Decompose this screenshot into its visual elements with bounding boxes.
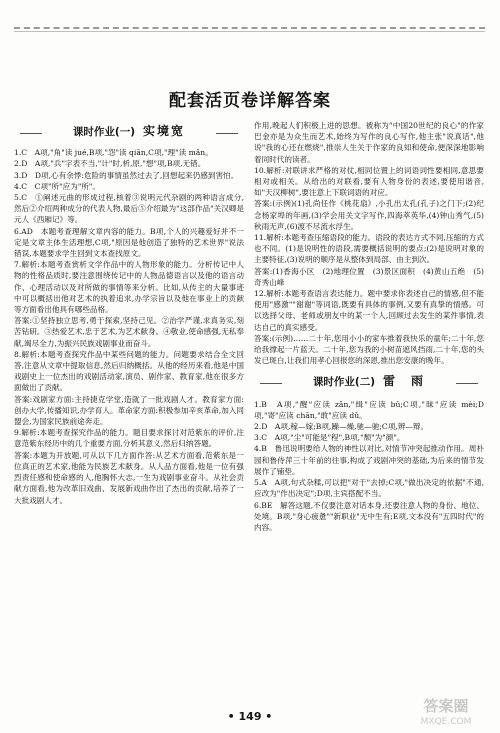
answer-paragraph: 4.C C项"所"应为"所"。: [14, 181, 100, 191]
answer-paragraph: 7.解析:本题考查赏析文学作品中的人物形象的能力。分析传记中人物的性格品质时,要注意围绕传记中的人物品德语言以及他的语言动作、心理活动以及对所做的事情等来分析。比如,从传主的大量事迹中可以概括出他对艺术的执着追求,办学宗旨以及他在事业上的贡献等方面看出他具有哪些品格。: [14, 260, 244, 315]
answer-paragraph: 答案:戏剧家方面:主持捷克学堂,造就了一批戏剧人才。教育家方面:创办大学,传播知识,办学育人。革命家方面:积极参加辛亥革命,加入同盟会,为国家民族前途奔走。: [14, 394, 245, 427]
section-topic: 实境宽: [143, 124, 186, 138]
answer-paragraph: 答案:本题为开放题,可从以下几方面作答:从艺术方面看,范紫东是一位真正的艺术家,他能为民族艺术献身。从人品方面看,他是一位有强烈责任感和使命感的人,他胸怀大志,一生为戏剧事业奋斗。从社会贡献方面看,他为改革旧戏曲、发展新戏曲作出了杰出的贡献,培养了一大批戏剧人才。: [14, 450, 244, 505]
section-heading-2: [254, 376, 484, 388]
heading-rule-left: [260, 383, 282, 384]
heading-rule-left: [20, 133, 42, 134]
answer-paragraph: 6.AD 本题考查理解文章内容的能力。B项,个人的兴趣爱好并不一定是文章主体生活理想,C项,"原因是他创造了独特的艺术世界"说法错误,本题要求学生回到文本查找原文。: [14, 226, 244, 259]
answer-paragraph: 1.B A项,"醒"应读 zǎn,"缉"应读 bǔ;C项,"昧"应读 mèi;D项,"寄"应读 chān,"敢"应读 dǔ。: [254, 399, 484, 420]
section-name: 课时作业(二): [312, 376, 376, 389]
section-topic: 雷 雨: [383, 374, 426, 389]
answer-paragraph: 5.C ①阐述元曲的形成过程,核着③说明元代杂剧的两种语言成分,然后②介绍两种成分的代表人物,最后⑤介绍最为"这部作品"关汉卿是元人《西厢记》等。: [14, 193, 244, 225]
section-heading-1: [14, 126, 244, 138]
heading-rule-right: [216, 133, 238, 134]
answer-paragraph: 11.解析:本题考查压缩语段的能力。语段的表达方式不同,压缩的方式也不同。(1)是说明性的语段,需要概括说明的要点;(2)是说明对象的主要特征,(3)说明的顺序是从整体到局部、由主到次。: [254, 233, 484, 265]
page-number: • 149 •: [227, 710, 273, 723]
answer-paragraph: 2.D A项,"兵"字表不当,"计"时,析,原,"想"项,B项,无错。: [14, 159, 206, 169]
page-title: 配套活页卷详解答案: [169, 91, 331, 111]
answer-paragraph: 答案:(示例)(1)孔尚任作《桃花扇》,小孔出太孔(孔子)之门下;(2)纪念杨家埠的年画,(3)学会用关文字写作,四海萃英华,(4)钟山秀气,(5)秋雨无声,(6)渡不尽流水浮生。: [254, 199, 484, 231]
answer-paragraph: 答案:(1)香海小区 (2)地理位置 (3)景区面积 (4)黄山五绝 (5)奇秀山峰: [254, 266, 484, 287]
answer-paragraph: 3.D D项,心有余悸:危险的事情虽然过去了,回想起来仍感到害怕。: [14, 170, 239, 180]
answer-paragraph: 4.B 鲁迅说明要给人物的神性以对比,对情节冲突起推动作用。周朴园和鲁侍萍三十年前的往事,构成了戏剧冲突的基础,为后来的情节发展作了铺垫。: [254, 444, 484, 476]
answer-paragraph: 答案:(示例)……二十年,您用小小的家车推着我快乐的童年;二十年,您给我撑起一片蓝天。二十年,您为我的小树苗遮风挡雨,二十年,您的头发已斑白,让我们用孝心回报您的深恩,推出您安康的晚年。: [254, 333, 484, 366]
header-rule-thin: [14, 31, 485, 32]
answer-paragraph: 作用,晚起人们积极上进的思想。被称为"中国20世纪的良心"的作家巴金亦是为众生而艺术,始终为写作的良心写作,他主张"说真话",他说"我的心还在燃烧",推崇人生关于作家的良知和使命,便深深地影响着同时代的读者。: [254, 121, 484, 164]
answer-paragraph: 1.C A项,"角"读 jué,B项,"怨"读 qiān,C项,"理"读 mǎn。: [14, 148, 213, 158]
answer-paragraph: 9.解析:本题考查探究作品的能力。题目要求探讨对范紫东的评价,注意范紫东经历中的几个重要方面,分析其意义,然后归纳答题。: [14, 428, 244, 449]
section-name: 课时作业(一): [72, 126, 136, 138]
left-column: [14, 118, 244, 506]
watermark-line2: MXQE.COM: [420, 717, 472, 727]
right-column: [254, 120, 484, 533]
answer-paragraph: 6.BE 解答这题,不仅要注意对话本身,还要注意人物的身份、地位、处境。B项,"身心疲惫""新职业"无中生有;E项,文本没有"五四时代"的内容。: [254, 500, 484, 532]
header-rule: [14, 27, 485, 29]
answer-paragraph: 5.A A项,句式杂糅,可以把"对于"去掉;C项,"做出决定的依据"不通,应改为"作出决定";D项,主宾搭配不当。: [254, 478, 484, 499]
answer-paragraph: 2.D A项,稼—嫁;B项,躁—燥,驰—驰;C项,辨—辩。: [254, 422, 429, 432]
heading-rule-right: [456, 383, 478, 384]
answer-paragraph: 答案:①坚持独立思考,勇于探索,坚持己见。②治学严谨,求真务实,刻苦钻研。③热爱艺术,忠于艺术,为艺术献身。④敬业,使命感强,无私奉献,竭尽全力,为振兴民族戏剧事业而奋斗。: [14, 316, 244, 348]
answer-paragraph: 10.解析:对联讲求严格的对仗,相同位置上的词语词性要相同,意思要相对或相关。从给出的对联看,要有人物身份的表述,要使用谐音,如"天汉柳树",要注意上下联词语的对应。: [254, 165, 484, 198]
watermark-logo: [400, 695, 492, 729]
answer-paragraph: 8.解析:本题考查探究作品中某些问题的能力。问题要求结合全文回答,注意从文章中提取信息,然后归纳概括。从他的经历来看,他是中国戏剧史上一位杰出的戏剧活动家,演员、剧作家、教育家,他在很多方面做出了贡献。: [14, 349, 244, 393]
watermark-line1: 答案圈: [423, 697, 469, 715]
answer-paragraph: 12.解析:本题考查语言表达能力。题中要求你表述自己的情感,但不能使用"感激""谢谢"等词语,既要有具体的事例,又要有真挚的情感。可以选择父母、老师或朋友中的某一个人,回顾过去发生的某件事情,表达自己的真实感受。: [254, 289, 484, 332]
answer-paragraph: 3.C A项,"尘"可能是"程",B项,"颓"为"颜"。: [254, 433, 405, 443]
